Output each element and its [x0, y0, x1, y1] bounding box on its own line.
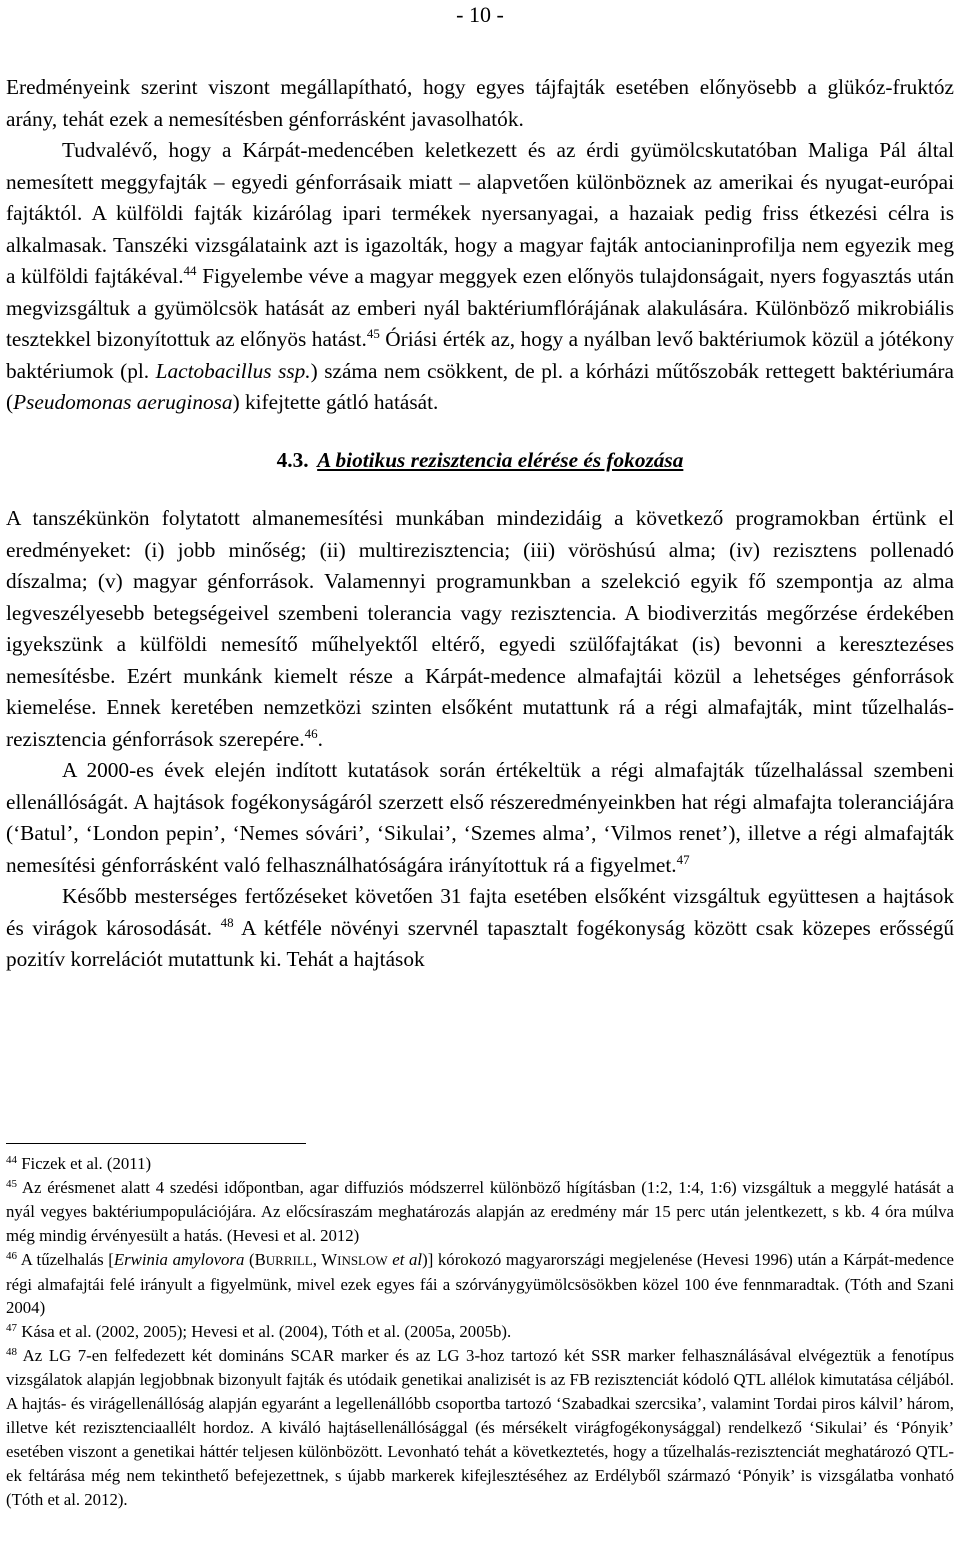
section-number: 4.3. — [276, 447, 309, 472]
footnote-47: $^{47}$ Kása et al. (2002, 2005); Hevesi et al. (2004), Tóth et al. (2005a, 2005b). — [6, 1322, 512, 1342]
footnote-46: $^{46}$ A tűzelhalás [Erwinia amylovora (BURRILL, WINSLOW et al)] kórokozó magyarországi megjelenése (Hevesi 1996) után a Kárpát-medence régi almafajtái felé irányult a figyelmünk, mivel ezek egyes fái a szórványgyümölcsösökben közel 100 éve fennmaradtak. (Tóth and Szani 2004) — [6, 1249, 955, 1318]
footnote-ref-46[interactable]: 46 — [304, 725, 318, 741]
footnote-ref-47[interactable]: 47 — [676, 851, 690, 867]
footnotes — [6, 1152, 954, 1512]
main-text — [6, 72, 954, 976]
species-name: Lactobacillus ssp. — [155, 358, 311, 383]
species-name: Pseudomonas aeruginosa — [13, 390, 233, 414]
footnote-separator — [6, 1143, 306, 1144]
paragraph-2: Tudvalévő, hogy a Kárpát-medencében keletkezett és az érdi gyümölcskutatóban Maliga Pál által nemesített meggyfajták – egyedi génforrásaik miatt – alapvetően különböznek az amerikai és nyugat-európai fajtáktól. A külföldi fajták kizárólag ipari termékek nyersanyagai, a hazaiak pedig friss étkezési célra is alkalmasak. Tanszéki vizsgálataink azt is igazolták, hogy a magyar fajták antocianinprofilja nem egyezik meg a külföldi fajtákéval.$^{44}$ Figyelembe véve a magyar meggyek ezen előnyös tulajdonságait, nyers fogyasztás után megvizsgáltuk a gyümölcsök hatását az emberi nyál baktériumflórájának alakulására. Különböző mikrobiális tesztekkel bizonyítottuk az előnyös hatást.$^{45}$ Óriási érték az, hogy a nyálban levő baktériumok közül a jótékony baktériumok (pl. Lactobacillus ssp.) száma nem csökkent, de pl. a kórházi műtőszobák rettegett baktériumára (Pseudomonas aeruginosa) kifejtette gátló hatását. — [6, 138, 954, 414]
footnote-44: $^{44}$ Ficzek et al. (2011) — [6, 1154, 152, 1173]
section-heading — [6, 445, 954, 477]
footnote-ref-48[interactable]: 48 — [220, 914, 234, 930]
footnote-ref-44[interactable]: 44 — [183, 263, 197, 278]
paragraph-1: Eredményeink szerint viszont megállapítható, hogy egyes tájfajták esetében előnyösebb a glükóz-fruktóz arány, tehát ezek a nemesítésben génforrásként javasolhatók. — [6, 75, 954, 131]
section-title: A biotikus rezisztencia elérése és fokozása — [317, 447, 684, 472]
paragraph-4: A 2000-es évek elején indított kutatások során értékeltük a régi almafajták tűzelhalással szembeni ellenállóságát. A hajtások fogékonyságáról szerzett első részeredményeinkben hat régi almafajta toleranciájára (‘Batul’, ‘London pepin’, ‘Nemes sóvári’, ‘Sikulai’, ‘Szemes alma’, ‘Vilmos renet’), illetve a régi almafajták nemesítési génforrásként való felhasználhatóságára irányítottuk rá a figyelmet.$^{47}$ — [6, 758, 954, 877]
page-number: - 10 - — [456, 2, 504, 27]
footnote-ref-45[interactable]: 45 — [366, 326, 380, 341]
paragraph-5: Később mesterséges fertőzéseket követően 31 fajta esetében elsőként vizsgáltuk együttesen a hajtások és virágok károsodását. $^{48}$ A kétféle növényi szervnél tapasztalt fogékonyság között csak közepes erősségű pozitív korrelációt mutattunk ki. Tehát a hajtások — [6, 884, 954, 971]
paragraph-3: A tanszékünkön folytatott almanemesítési munkában mindezidáig a következő programokban értünk el eredményeket: (i) jobb minőség; (ii) multirezisztencia; (iii) vöröshúsú alma; (iv) rezisztens pollenadó díszalma; (v) magyar génforrások. Valamennyi programunkban a szelekció egyik fő szempontja az alma legveszélyesebb betegségeivel szembeni tolerancia vagy rezisztencia. A biodiverzitás megőrzése érdekében igyekszünk a külföldi nemesítő műhelyektől eltérő, egyedi szülőfajtákat (is) bevonni a keresztezéses nemesítésbe. Ezért munkánk kiemelt része a Kárpát-medence almafajtái közül a lehetséges génforrások kiemelése. Ennek keretében nemzetközi szinten elsőként mutattunk rá a régi almafajták, mint tűzelhalás-rezisztencia génforrások szerepére.$^{46}$. — [6, 506, 954, 751]
footnote-48: $^{48}$ Az LG 7-en felfedezett két domináns SCAR marker és az LG 3-hoz tartozó két SSR marker felhasználásával elvégeztük a fenotípus vizsgálatok alapján legjobbnak bizonyult fajták és utódaik genetikai analizisét is az FB rezisztenciát kódoló QTL allélok kimutatása céljából. A hajtás- és virágellenállóság alapján egyaránt a legellenállóbb csoportba tartozó ‘Szabadkai szercsika’, valamint Tordai piros kálvil’ három, illetve két rezisztenciaallélt hordoz. A kiváló hajtásellenállósággal (és mérsékelt virágfogékonysággal) rendelkező ‘Sikulai’ és ‘Pónyik’ esetében viszont a genetikai háttér teljesen különbözött. Levonható tehát a következtetés, hogy a tűzelhalás-rezisztenciát meghatározó QTL-ek feltárása még nem tekinthető befejezettnek, s újabb markerek kifejlesztéséhez az Erdélyből származó ‘Pónyik’ is vizsgálatba vonható (Tóth et al. 2012). — [6, 1346, 954, 1509]
footnote-45: $^{45}$ Az érésmenet alatt 4 szedési időpontban, agar diffuziós módszerrel különböző hígításban (1:2, 1:4, 1:6) vizsgáltuk a meggylé hatását a nyál vegyes baktériumpopulációjára. Az előcsíraszám meghatározás alapján az eredmény már 15 perc után jelentkezett, s kb. 4 óra múlva még mindig érvényesült a hatás. (Hevesi et al. 2012) — [6, 1177, 954, 1245]
